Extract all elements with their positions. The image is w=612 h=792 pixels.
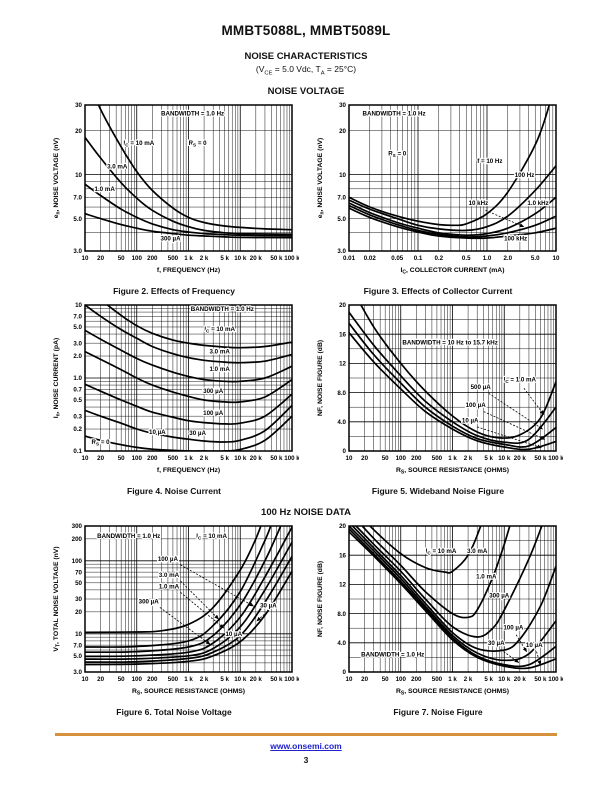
svg-text:100 k: 100 k <box>284 254 299 262</box>
svg-text:3.0 mA: 3.0 mA <box>107 163 128 171</box>
svg-text:8.0: 8.0 <box>337 389 346 397</box>
svg-text:300 µA: 300 µA <box>160 235 181 243</box>
svg-text:30: 30 <box>75 595 82 603</box>
svg-text:1 k: 1 k <box>448 454 457 462</box>
svg-text:2.0: 2.0 <box>503 254 513 262</box>
svg-text:7.0: 7.0 <box>73 194 82 202</box>
svg-text:RS, SOURCE RESISTANCE (OHMS): $R_S$, SOURCE RESISTANCE (OHMS) <box>131 687 246 697</box>
svg-text:5 k: 5 k <box>220 675 229 683</box>
svg-text:2 k: 2 k <box>199 254 209 262</box>
svg-text:3.0: 3.0 <box>73 340 82 348</box>
svg-text:300: 300 <box>71 522 82 530</box>
svg-text:IC = 10 mA: $I_C = 10$ mA <box>204 325 236 334</box>
svg-text:100 µA: 100 µA <box>503 624 524 632</box>
svg-text:50 k: 50 k <box>270 254 283 262</box>
svg-text:20: 20 <box>339 522 346 530</box>
svg-text:0.2: 0.2 <box>73 425 82 433</box>
svg-text:In, NOISE CURRENT (pA): $I_n$, NOISE CURRENT (pA) <box>53 337 62 418</box>
svg-text:0.2: 0.2 <box>434 254 444 262</box>
svg-text:1.0 mA: 1.0 mA <box>209 365 230 373</box>
svg-text:f = 10 Hz: f = 10 Hz <box>477 157 503 165</box>
svg-text:RS = 0: $R_S = 0$ <box>188 139 207 147</box>
svg-text:500: 500 <box>167 675 179 683</box>
svg-text:10 µA: 10 µA <box>149 428 166 436</box>
figure-3-caption: Figure 3. Effects of Collector Current <box>363 285 513 296</box>
svg-text:0.01: 0.01 <box>342 254 356 262</box>
footer-rule <box>55 733 557 736</box>
svg-text:3.0 mA: 3.0 mA <box>209 348 230 356</box>
svg-text:20 k: 20 k <box>249 454 262 462</box>
svg-text:100 µA: 100 µA <box>203 409 224 417</box>
svg-text:100: 100 <box>395 675 406 683</box>
svg-text:BANDWIDTH = 1.0 Hz: BANDWIDTH = 1.0 Hz <box>97 532 161 540</box>
svg-text:NF, NOISE FIGURE (dB): NF, NOISE FIGURE (dB) <box>317 339 324 416</box>
svg-text:50: 50 <box>75 579 82 587</box>
svg-text:en, NOISE VOLTAGE (nV): $e_n$, NOISE VOLTAGE (nV) <box>317 137 326 218</box>
svg-text:200: 200 <box>71 535 82 543</box>
svg-text:500: 500 <box>167 254 179 262</box>
svg-text:10: 10 <box>75 630 82 638</box>
svg-text:5.0: 5.0 <box>73 652 82 660</box>
svg-text:10 kHz: 10 kHz <box>468 199 489 207</box>
charts-grid <box>48 99 564 720</box>
svg-text:50 k: 50 k <box>270 454 283 462</box>
svg-text:50 k: 50 k <box>270 675 283 683</box>
svg-text:2 k: 2 k <box>199 675 209 683</box>
svg-text:BANDWIDTH = 10 Hz to 15.7 kHz: BANDWIDTH = 10 Hz to 15.7 kHz <box>402 339 498 347</box>
svg-text:10: 10 <box>75 301 82 309</box>
svg-text:50 k: 50 k <box>534 454 547 462</box>
svg-text:200: 200 <box>147 675 158 683</box>
svg-text:20: 20 <box>97 254 105 262</box>
svg-text:f, FREQUENCY (Hz): f, FREQUENCY (Hz) <box>156 466 221 474</box>
svg-text:100 µA: 100 µA <box>157 555 178 563</box>
svg-text:1.0: 1.0 <box>73 374 82 382</box>
svg-text:50: 50 <box>381 675 389 683</box>
svg-text:16: 16 <box>339 331 346 339</box>
svg-text:10 µA: 10 µA <box>225 630 243 638</box>
svg-text:100 µA: 100 µA <box>465 401 486 409</box>
svg-text:VT, TOTAL NOISE VOLTAGE (nV): $V_T$, TOTAL NOISE VOLTAGE (nV) <box>53 546 62 652</box>
svg-text:0.02: 0.02 <box>363 254 376 262</box>
svg-text:10: 10 <box>81 454 89 462</box>
svg-text:20: 20 <box>75 127 82 135</box>
svg-text:10 k: 10 k <box>498 454 511 462</box>
svg-text:1.0 mA: 1.0 mA <box>94 185 115 193</box>
svg-text:en, NOISE VOLTAGE (nV): $e_n$, NOISE VOLTAGE (nV) <box>53 137 62 218</box>
svg-text:3.0: 3.0 <box>73 668 82 676</box>
svg-text:100: 100 <box>131 454 142 462</box>
svg-text:50: 50 <box>117 254 125 262</box>
svg-text:4.0: 4.0 <box>337 639 346 647</box>
svg-text:1.0 kHz: 1.0 kHz <box>527 199 549 207</box>
svg-text:20 k: 20 k <box>249 254 262 262</box>
figure-7-chart <box>313 520 563 701</box>
svg-text:RS, SOURCE RESISTANCE (OHMS): $R_S$, SOURCE RESISTANCE (OHMS) <box>395 466 510 476</box>
svg-text:5.0: 5.0 <box>530 254 540 262</box>
figure-4-chart <box>49 299 299 480</box>
svg-text:12: 12 <box>339 360 346 368</box>
svg-text:10 µA: 10 µA <box>525 641 543 649</box>
svg-text:NF, NOISE FIGURE (dB): NF, NOISE FIGURE (dB) <box>317 560 324 637</box>
svg-text:0.5: 0.5 <box>461 254 471 262</box>
svg-text:RS, SOURCE RESISTANCE (OHMS): $R_S$, SOURCE RESISTANCE (OHMS) <box>395 687 510 697</box>
svg-text:20: 20 <box>339 301 346 309</box>
svg-text:10: 10 <box>345 675 353 683</box>
svg-text:0.05: 0.05 <box>391 254 404 262</box>
svg-text:RS = 0: $R_S = 0$ <box>91 438 110 447</box>
svg-text:300 µA: 300 µA <box>489 592 510 600</box>
svg-text:20: 20 <box>97 454 105 462</box>
svg-text:10: 10 <box>81 254 89 262</box>
svg-text:IC = 10 mA: $I_C = 10$ mA <box>425 547 457 556</box>
svg-text:10: 10 <box>339 171 346 179</box>
svg-text:10 k: 10 k <box>234 254 247 262</box>
svg-text:10: 10 <box>75 171 82 179</box>
figure-2 <box>48 99 300 296</box>
svg-text:100 k: 100 k <box>284 675 299 683</box>
svg-text:30 µA: 30 µA <box>260 602 277 610</box>
svg-text:BANDWIDTH = 1.0 Hz: BANDWIDTH = 1.0 Hz <box>361 651 425 659</box>
svg-text:100: 100 <box>131 254 142 262</box>
svg-text:20: 20 <box>97 675 105 683</box>
page-title: MMBT5088L, MMBT5089L <box>221 23 391 38</box>
svg-text:7.0: 7.0 <box>337 194 346 202</box>
svg-text:0.3: 0.3 <box>73 413 82 421</box>
figure-7 <box>312 520 564 717</box>
svg-text:1.0 mA: 1.0 mA <box>158 583 180 591</box>
page-number: 3 <box>303 755 309 765</box>
figure-4 <box>48 299 300 496</box>
svg-text:500: 500 <box>431 454 443 462</box>
svg-text:IC = 10 mA: $I_C = 10$ mA <box>196 532 227 541</box>
svg-text:4.0: 4.0 <box>337 418 346 426</box>
group-title-noise-voltage: NOISE VOLTAGE <box>267 85 345 97</box>
page-footer <box>55 733 557 765</box>
svg-text:20: 20 <box>361 454 369 462</box>
svg-text:10: 10 <box>345 454 353 462</box>
svg-text:1.0 mA: 1.0 mA <box>476 573 497 581</box>
figure-5-caption: Figure 5. Wideband Noise Figure <box>371 485 505 496</box>
svg-text:IC = 10 mA: $I_C = 10$ mA <box>123 139 155 147</box>
svg-text:1 k: 1 k <box>184 454 193 462</box>
svg-text:2.0: 2.0 <box>73 352 82 360</box>
svg-text:10 µA: 10 µA <box>461 417 479 425</box>
svg-text:200: 200 <box>147 454 158 462</box>
figure-7-caption: Figure 7. Noise Figure <box>393 706 483 717</box>
svg-text:300 µA: 300 µA <box>138 598 159 606</box>
svg-text:50: 50 <box>381 454 389 462</box>
svg-text:70: 70 <box>75 569 82 577</box>
svg-text:20 k: 20 k <box>249 675 262 683</box>
svg-text:100 k: 100 k <box>548 675 563 683</box>
svg-text:30: 30 <box>75 101 82 109</box>
svg-text:30 µA: 30 µA <box>487 639 505 647</box>
svg-text:5 k: 5 k <box>484 454 493 462</box>
svg-text:0.1: 0.1 <box>413 254 423 262</box>
svg-text:100 k: 100 k <box>548 454 563 462</box>
svg-text:2 k: 2 k <box>463 454 473 462</box>
svg-text:BANDWIDTH = 1.0 Hz: BANDWIDTH = 1.0 Hz <box>161 109 225 117</box>
figure-6-chart <box>49 520 299 701</box>
svg-text:0.5: 0.5 <box>73 396 82 404</box>
figure-6 <box>48 520 300 717</box>
svg-text:BANDWIDTH = 1.0 Hz: BANDWIDTH = 1.0 Hz <box>190 305 254 313</box>
svg-text:100 k: 100 k <box>284 454 299 462</box>
svg-text:5.0: 5.0 <box>73 215 82 223</box>
svg-text:20 k: 20 k <box>513 675 526 683</box>
svg-text:20: 20 <box>339 127 346 135</box>
svg-text:0.1: 0.1 <box>73 447 82 455</box>
svg-text:5 k: 5 k <box>220 254 229 262</box>
section-title-noise-characteristics: NOISE CHARACTERISTICS <box>244 51 368 62</box>
svg-text:2 k: 2 k <box>199 454 209 462</box>
group-title-100hz-noise-data: 100 Hz NOISE DATA <box>261 506 351 518</box>
svg-text:100: 100 <box>131 675 142 683</box>
svg-text:200: 200 <box>147 254 158 262</box>
svg-text:200: 200 <box>411 675 422 683</box>
svg-text:3.0 mA: 3.0 mA <box>158 571 180 579</box>
figure-3 <box>312 99 564 296</box>
svg-text:1 k: 1 k <box>448 675 457 683</box>
test-conditions: ($V_{CE} = 5.0$ Vdc, $T_A = 25^\circ C$) <box>255 64 357 77</box>
svg-text:0: 0 <box>342 668 346 676</box>
svg-text:30 µA: 30 µA <box>189 429 206 437</box>
svg-text:5 k: 5 k <box>220 454 229 462</box>
svg-text:BANDWIDTH = 1.0 Hz: BANDWIDTH = 1.0 Hz <box>362 109 426 117</box>
svg-text:100 kHz: 100 kHz <box>504 235 528 243</box>
svg-text:50: 50 <box>117 454 125 462</box>
svg-text:10 k: 10 k <box>234 675 247 683</box>
svg-text:5.0: 5.0 <box>73 323 82 331</box>
figure-3-chart <box>313 99 563 280</box>
svg-text:IC = 1.0 mA: $I_C = 1.0$ mA <box>503 376 537 384</box>
figure-2-chart <box>49 99 299 280</box>
svg-text:100: 100 <box>71 557 82 565</box>
svg-text:500 µA: 500 µA <box>470 383 491 391</box>
svg-text:200: 200 <box>411 454 422 462</box>
figure-4-caption: Figure 4. Noise Current <box>127 485 221 496</box>
figure-6-caption: Figure 6. Total Noise Voltage <box>116 706 232 717</box>
figure-2-caption: Figure 2. Effects of Frequency <box>113 285 235 296</box>
svg-text:7.0: 7.0 <box>73 642 82 650</box>
svg-text:1 k: 1 k <box>184 675 193 683</box>
svg-text:7.0: 7.0 <box>73 313 82 321</box>
svg-text:0: 0 <box>342 447 346 455</box>
figure-5-chart <box>313 299 563 480</box>
svg-text:3.0: 3.0 <box>337 247 346 255</box>
svg-text:2 k: 2 k <box>463 675 473 683</box>
svg-text:500: 500 <box>167 454 179 462</box>
figure-5 <box>312 299 564 496</box>
svg-text:10: 10 <box>552 254 560 262</box>
svg-text:5 k: 5 k <box>484 675 493 683</box>
svg-text:0.7: 0.7 <box>73 386 82 394</box>
svg-text:10 k: 10 k <box>234 454 247 462</box>
svg-text:100: 100 <box>395 454 406 462</box>
svg-text:50: 50 <box>117 675 125 683</box>
svg-text:RS = 0: $R_S = 0$ <box>388 150 407 158</box>
svg-text:30: 30 <box>339 101 346 109</box>
svg-text:20: 20 <box>361 675 369 683</box>
svg-text:3.0 mA: 3.0 mA <box>467 547 488 555</box>
svg-text:12: 12 <box>339 581 346 589</box>
svg-text:f, FREQUENCY (Hz): f, FREQUENCY (Hz) <box>156 266 221 274</box>
svg-text:20 k: 20 k <box>513 454 526 462</box>
onsemi-link[interactable]: www.onsemi.com <box>270 741 342 751</box>
svg-text:10 k: 10 k <box>498 675 511 683</box>
svg-text:1.0: 1.0 <box>482 254 492 262</box>
svg-text:500: 500 <box>431 675 443 683</box>
svg-text:3.0: 3.0 <box>73 247 82 255</box>
svg-text:16: 16 <box>339 552 346 560</box>
svg-text:300 µA: 300 µA <box>203 387 224 395</box>
svg-text:5.0: 5.0 <box>337 215 346 223</box>
svg-text:8.0: 8.0 <box>337 610 346 618</box>
svg-text:IC, COLLECTOR CURRENT (mA): $I_C$, COLLECTOR CURRENT (mA) <box>400 266 505 276</box>
svg-text:1 k: 1 k <box>184 254 193 262</box>
svg-text:100 Hz: 100 Hz <box>514 171 535 179</box>
svg-text:10: 10 <box>81 675 89 683</box>
svg-text:20: 20 <box>75 608 82 616</box>
svg-text:50 k: 50 k <box>534 675 547 683</box>
